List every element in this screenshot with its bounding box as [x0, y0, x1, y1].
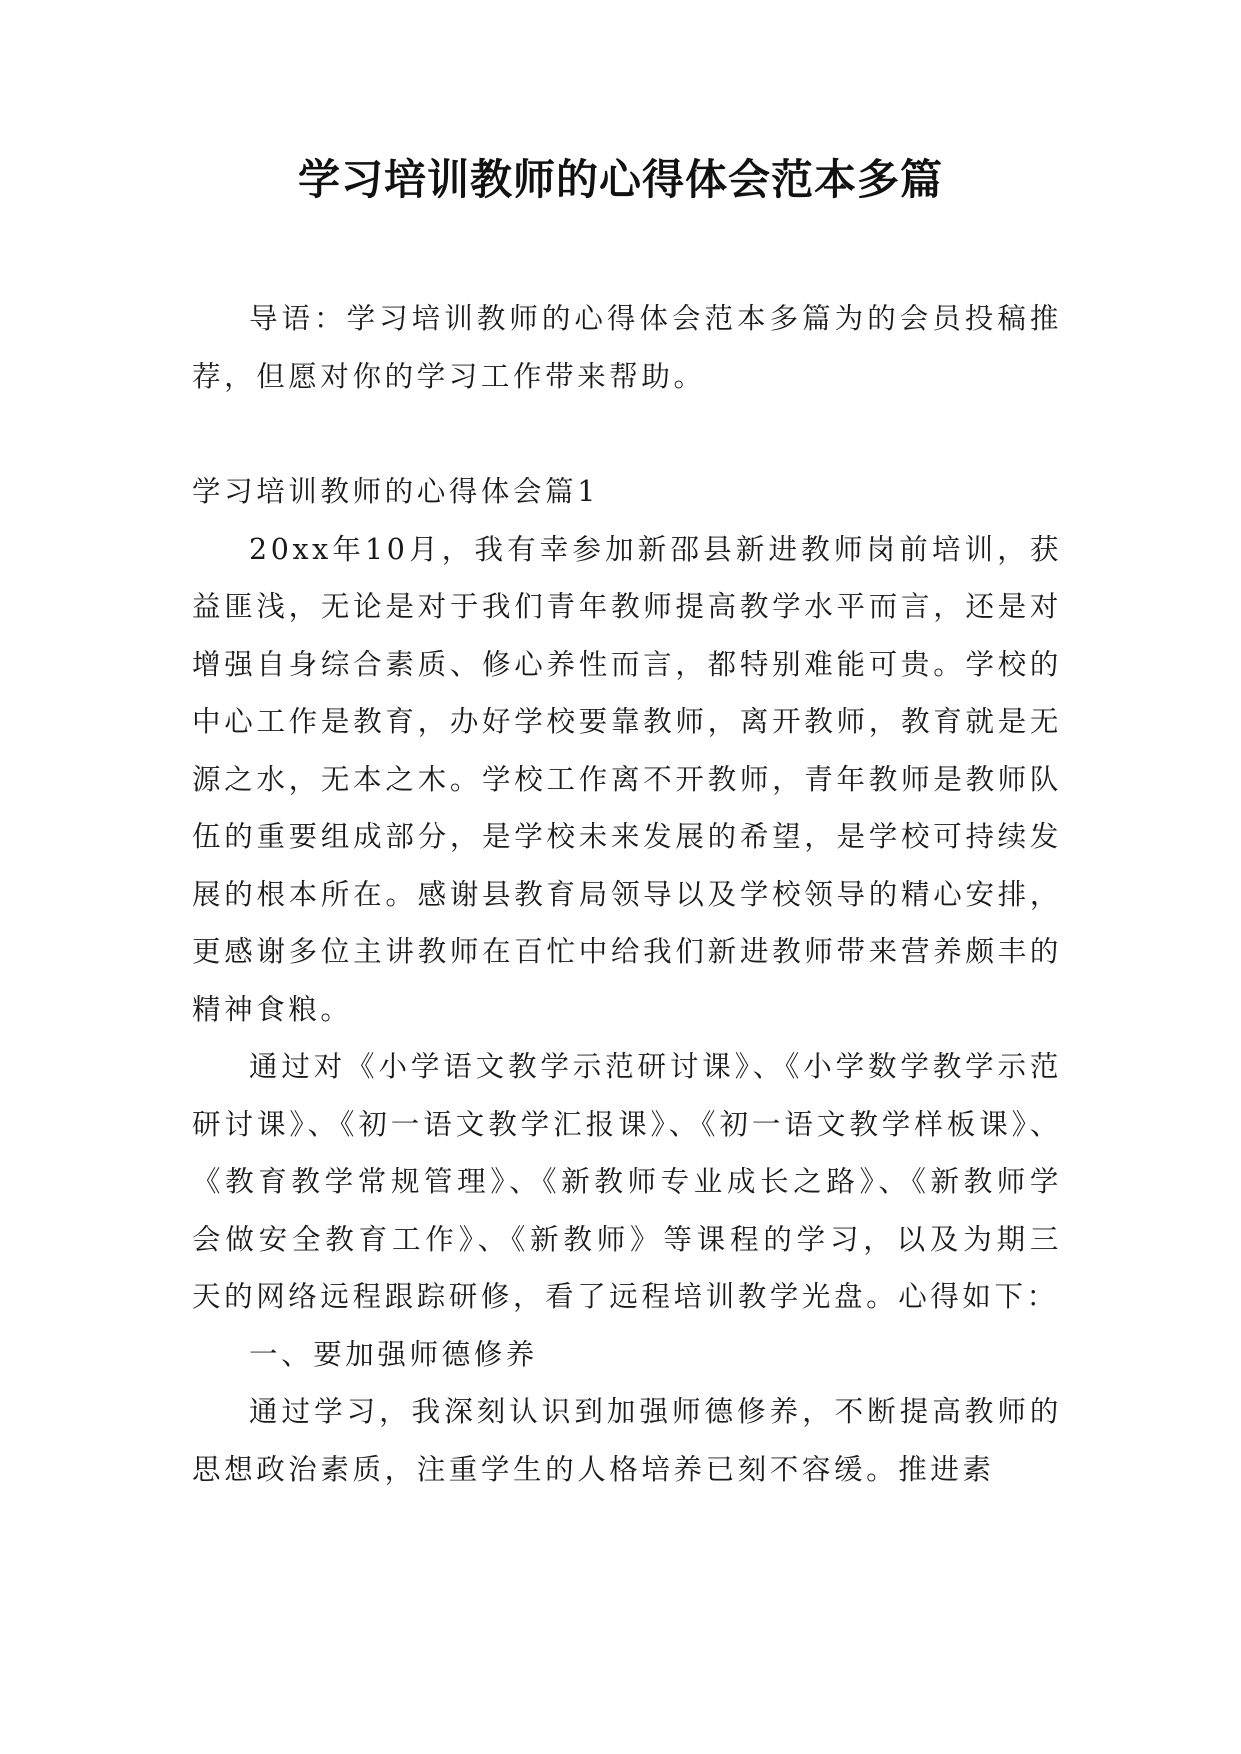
body-paragraph-2: 通过对《小学语文教学示范研讨课》、《小学数学教学示范研讨课》、《初一语文教学汇报课》、《初一语文教学样板课》、《教育教学常规管理》、《新教师专业成长之路》、《新教师学会做安全教育工作》、《新教师》等课程的学习，以及为期三天的网络远程跟踪研修，看了远程培训教学光盘。心得如下： [192, 1050, 1062, 1313]
subheading-teacher-ethics: 一、要加强师德修养 [249, 1337, 538, 1371]
body-paragraph-1: 20xx年10月，我有幸参加新邵县新进教师岗前培训，获益匪浅，无论是对于我们青年教师提高教学水平而言，还是对增强自身综合素质、修心养性而言，都特别难能可贵。学校的中心工作是教育，办好学校要靠教师，离开教师，教育就是无源之水，无本之木。学校工作离不开教师，青年教师是教师队伍的重要组成部分，是学校未来发展的希望，是学校可持续发展的根本所在。感谢县教育局领导以及学校领导的精心安排，更感谢多位主讲教师在百忙中给我们新进教师带来营养颇丰的精神食粮。 [192, 532, 1062, 1026]
document-title: 学习培训教师的心得体会范本多篇 [297, 155, 943, 204]
document-body [192, 290, 1062, 1498]
intro-paragraph: 导语：学习培训教师的心得体会范本多篇为的会员投稿推荐，但愿对你的学习工作带来帮助。 [192, 302, 1062, 393]
section-heading: 学习培训教师的心得体会篇1 [192, 475, 599, 508]
body-paragraph-3: 通过学习，我深刻认识到加强师德修养，不断提高教师的思想政治素质，注重学生的人格培养已刻不容缓。推进素 [192, 1395, 1062, 1486]
